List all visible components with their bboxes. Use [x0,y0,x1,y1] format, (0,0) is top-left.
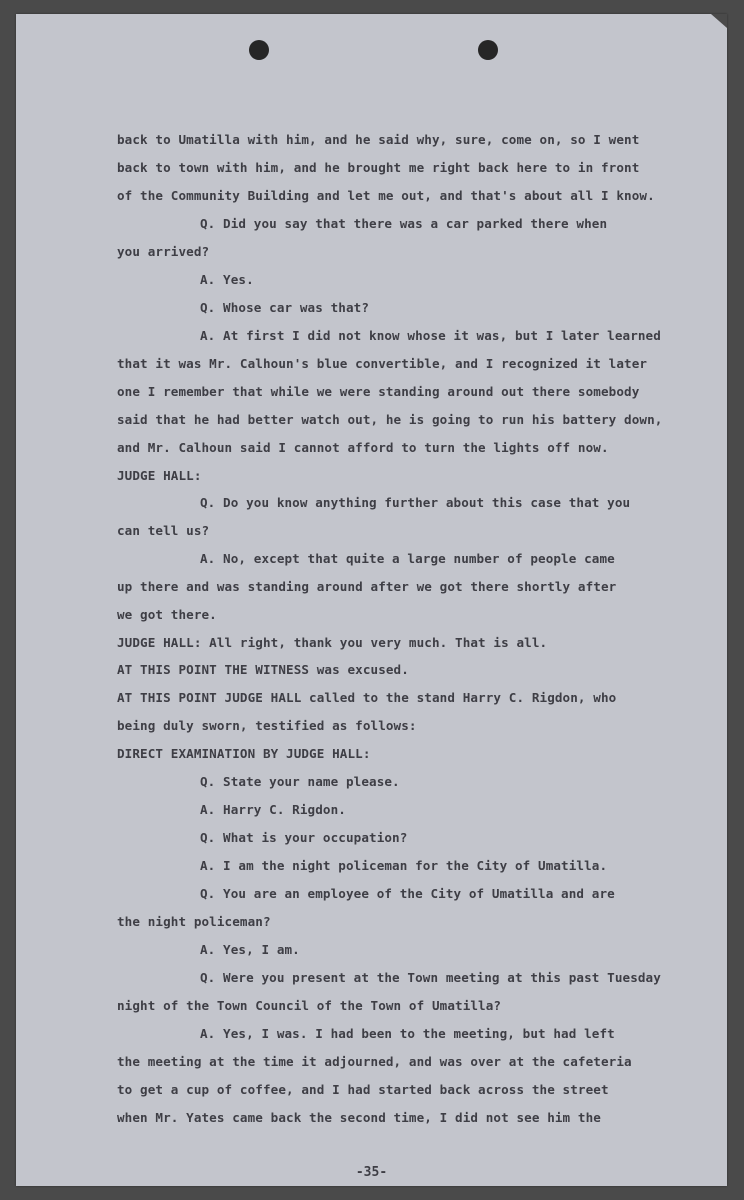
text-line: you arrived? [117,244,210,259]
text-line: being duly sworn, testified as follows: [117,718,417,733]
text-line: back to town with him, and he brought me right back here to in front [117,160,640,175]
text-line: said that he had better watch out, he is going to run his battery down, [117,412,663,427]
text-line: Q. State your name please. [200,774,400,789]
text-line: A. Harry C. Rigdon. [200,802,346,817]
text-line: we got there. [117,607,217,622]
text-line: when Mr. Yates came back the second time, I did not see him the [117,1110,601,1125]
text-line: the meeting at the time it adjourned, and was over at the cafeteria [117,1054,632,1069]
text-line: and Mr. Calhoun said I cannot afford to turn the lights off now. [117,440,609,455]
text-line: A. No, except that quite a large number of people came [200,551,615,566]
text-line: night of the Town Council of the Town of Umatilla? [117,998,502,1013]
text-line: Q. Whose car was that? [200,300,370,315]
page-number: -35- [355,1165,388,1180]
text-line: can tell us? [117,523,210,538]
text-line: Q. You are an employee of the City of Umatilla and are [200,886,615,901]
text-line: Q. Do you know anything further about this case that you [200,495,631,510]
text-line: the night policeman? [117,914,271,929]
text-line: that it was Mr. Calhoun's blue convertible, and I recognized it later [117,356,648,371]
text-line: A. I am the night policeman for the City of Umatilla. [200,858,608,873]
text-line: JUDGE HALL: [117,468,202,483]
text-line: to get a cup of coffee, and I had started back across the street [117,1082,609,1097]
text-line: back to Umatilla with him, and he said why, sure, come on, so I went [117,132,640,147]
text-line: up there and was standing around after we got there shortly after [117,579,617,594]
transcript-body [16,14,727,1186]
text-line: A. Yes, I am. [200,942,300,957]
text-line: A. Yes. [200,272,254,287]
text-line: A. Yes, I was. I had been to the meeting, but had left [200,1026,615,1041]
text-line: AT THIS POINT JUDGE HALL called to the stand Harry C. Rigdon, who [117,690,617,705]
text-line: one I remember that while we were standing around out there somebody [117,384,640,399]
text-line: AT THIS POINT THE WITNESS was excused. [117,662,409,677]
text-line: JUDGE HALL: All right, thank you very much. That is all. [117,635,548,650]
text-line: Q. Were you present at the Town meeting at this past Tuesday [200,970,661,985]
text-line: of the Community Building and let me out, and that's about all I know. [117,188,655,203]
text-line: Q. What is your occupation? [200,830,408,845]
document-page [16,14,727,1186]
text-line: Q. Did you say that there was a car parked there when [200,216,608,231]
text-line: A. At first I did not know whose it was, but I later learned [200,328,661,343]
text-line: DIRECT EXAMINATION BY JUDGE HALL: [117,746,371,761]
